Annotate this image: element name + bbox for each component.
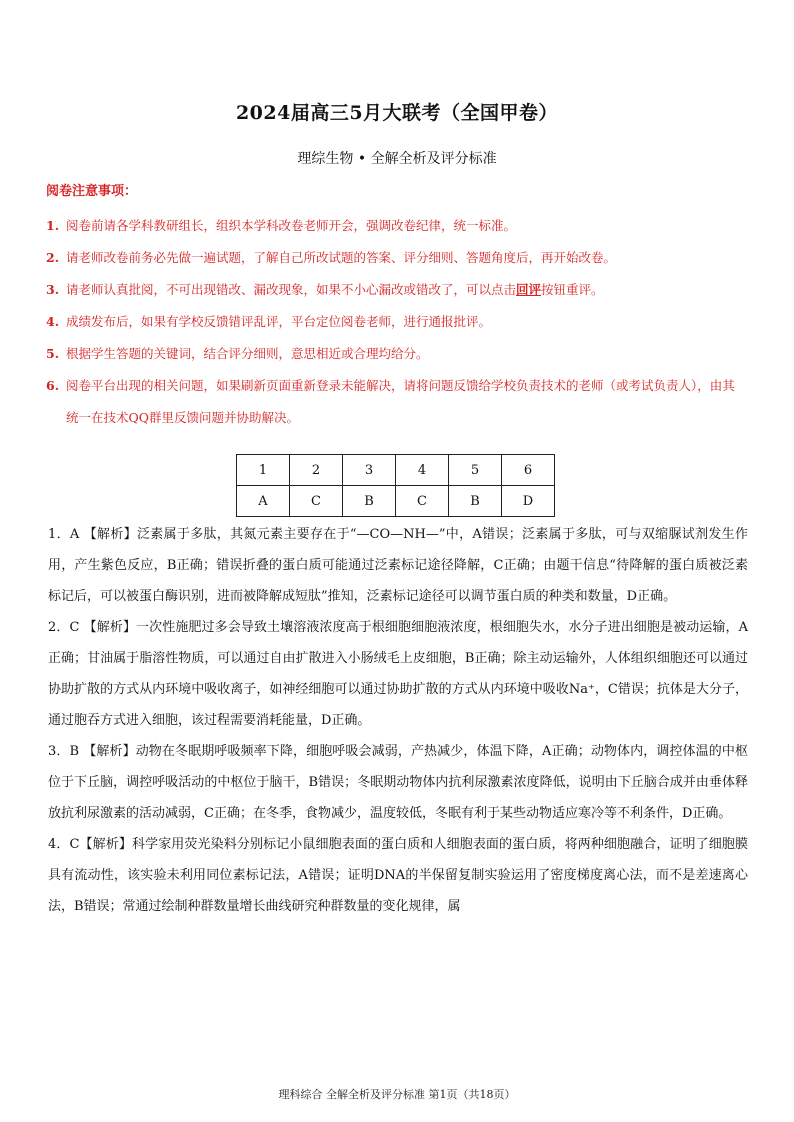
answer-cell: C: [290, 486, 343, 517]
notice-item-number: 1.: [46, 218, 60, 233]
question-number-cell: 1: [237, 455, 290, 486]
analysis-label: 3．B 【解析】: [48, 744, 136, 759]
answer-cell: C: [396, 486, 449, 517]
notice-item: [46, 306, 746, 338]
notice-item: [46, 370, 746, 434]
notice-item-number: 4.: [46, 314, 60, 329]
review-again-link[interactable]: 回评: [516, 282, 542, 297]
page-title: 2024届高三5月大联考（全国甲卷）: [235, 102, 559, 124]
notice-item-number: 2.: [46, 250, 60, 265]
notice-item-number: 3.: [46, 282, 60, 297]
notice-item: [46, 274, 746, 306]
notice-list: [46, 210, 746, 434]
analysis-item: [48, 519, 748, 612]
analysis-label: 2．C 【解析】: [48, 620, 137, 635]
analysis-item: [48, 829, 748, 922]
analysis-text: 一次性施肥过多会导致土壤溶液浓度高于根细胞细胞液浓度，根细胞失水，水分子进出细胞是被动运输，A正确；甘油属于脂溶性物质，可以通过自由扩散进入小肠绒毛上皮细胞，B正确；除主动运输外，人体组织细胞还可以通过协助扩散的方式从内环境中吸收离子，如神经细胞可以通过协助扩散的方式从内环境中吸收Na⁺，C错误；抗体是大分子，通过胞吞方式进入细胞，该过程需要消耗能量，D正确。: [48, 620, 748, 728]
notice-item-text: 阅卷平台出现的相关问题，如果刷新页面重新登录未能解决，请将问题反馈给学校负责技术的老师（或考试负责人），由其统一在技术QQ群里反馈问题并协助解决。: [66, 378, 735, 425]
notice-item-text: 根据学生答题的关键词，结合评分细则，意思相近或合理均给分。: [66, 346, 429, 361]
answer-table-answer-row: [237, 486, 555, 517]
analysis-item: [48, 736, 748, 829]
answer-cell: D: [502, 486, 555, 517]
analysis-item: [48, 612, 748, 736]
page-subtitle: 理综生物 • 全解全析及评分标准: [297, 151, 497, 167]
notice-item-text-after: 按钮重评。: [541, 282, 604, 297]
analysis-section: [48, 519, 748, 922]
answer-cell: B: [449, 486, 502, 517]
analysis-text: 科学家用荧光染料分别标记小鼠细胞表面的蛋白质和人细胞表面的蛋白质，将两种细胞融合，证明了细胞膜具有流动性，该实验未利用同位素标记法，A错误；证明DNA的半保留复制实验运用了密度梯度离心法，而不是差速离心法，B错误；常通过绘制种群数量增长曲线研究种群数量的变化规律，属: [48, 837, 748, 914]
notice-item-number: 5.: [46, 346, 60, 361]
notice-item-text: [66, 274, 746, 306]
analysis-text: 泛素属于多肽，其氮元素主要存在于“—CO—NH—”中，A错误；泛素属于多肽，可与双缩脲试剂发生作用，产生紫色反应，B正确；错误折叠的蛋白质可能通过泛素标记途径降解，C正确；由题干信息“待降解的蛋白质被泛素标记后，可以被蛋白酶识别，进而被降解成短肽”推知，泛素标记途径可以调节蛋白质的种类和数量，D正确。: [48, 527, 748, 604]
question-number-cell: 3: [343, 455, 396, 486]
answer-table: [236, 454, 555, 517]
answer-cell: A: [237, 486, 290, 517]
notice-item-number: 6.: [46, 378, 60, 393]
notice-item: [46, 242, 746, 274]
answer-cell: B: [343, 486, 396, 517]
question-number-cell: 6: [502, 455, 555, 486]
notice-heading: 阅卷注意事项：: [46, 184, 138, 199]
page-footer: 理科综合 全解全析及评分标准 第1页（共18页）: [278, 1088, 516, 1101]
notice-item-text-before: 请老师认真批阅，不可出现错改、漏改现象，如果不小心漏改或错改了，可以点击: [66, 282, 517, 297]
notice-item-text: 阅卷前请各学科教研组长，组织本学科改卷老师开会，强调改卷纪律，统一标准。: [66, 218, 517, 233]
question-number-cell: 5: [449, 455, 502, 486]
analysis-text: 动物在冬眠期呼吸频率下降，细胞呼吸会减弱，产热减少，体温下降，A正确；动物体内，调控体温的中枢位于下丘脑，调控呼吸活动的中枢位于脑干，B错误；冬眠期动物体内抗利尿激素浓度降低，说明由下丘脑合成并由垂体释放抗利尿激素的活动减弱，C正确；在冬季，食物减少，温度较低，冬眠有利于某些动物适应寒冷等不利条件，D正确。: [48, 744, 748, 821]
answer-table-number-row: [237, 455, 555, 486]
notice-item: [46, 210, 746, 242]
analysis-label: 1．A 【解析】: [48, 527, 137, 542]
notice-item-text: 成绩发布后，如果有学校反馈错评乱评，平台定位阅卷老师，进行通报批评。: [66, 314, 492, 329]
question-number-cell: 2: [290, 455, 343, 486]
notice-item-text: 请老师改卷前务必先做一遍试题，了解自己所改试题的答案、评分细则、答题角度后，再开始改卷。: [66, 250, 617, 265]
question-number-cell: 4: [396, 455, 449, 486]
notice-item: [46, 338, 746, 370]
analysis-label: 4．C【解析】: [48, 837, 132, 852]
